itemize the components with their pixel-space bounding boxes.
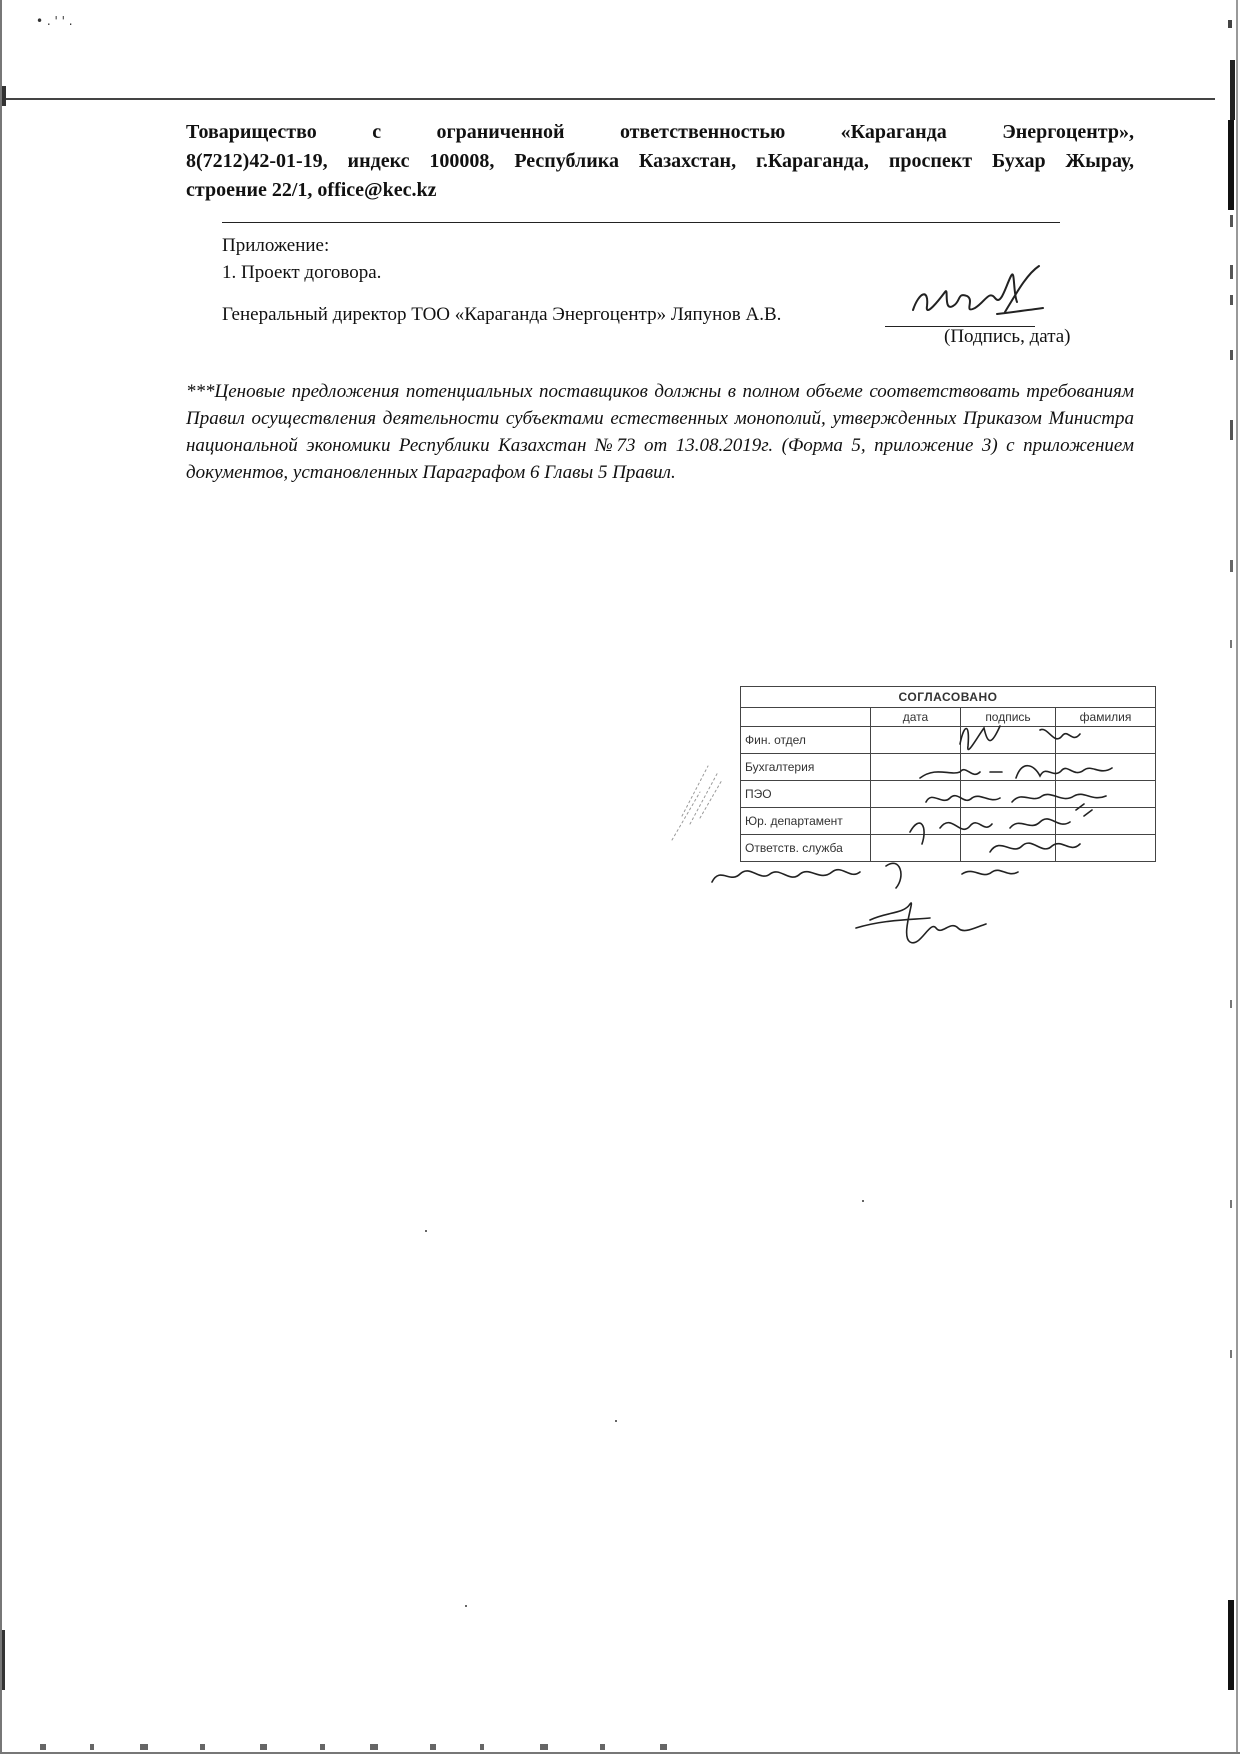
appendix-title: Приложение: [222,235,330,256]
company-header [186,118,1134,205]
approval-row [741,727,1156,754]
director-signature [905,262,1045,334]
approval-row [741,754,1156,781]
top-scan-line [0,98,1215,100]
approval-row-label: Бухгалтерия [741,754,871,781]
right-edge-marks [1214,0,1240,1754]
appendix-block [222,232,381,286]
header-divider [222,222,1060,223]
approval-row-label: Фин. отдел [741,727,871,754]
approval-header-surname: фамилия [1056,708,1156,727]
approval-row-label: Юр. департамент [741,808,871,835]
company-address-line: строение 22/1, office@kec.kz [186,179,437,201]
approval-title: СОГЛАСОВАНО [741,687,1156,708]
scan-artifact: • . ' ' . [36,14,73,28]
approval-header-signature: подпись [961,708,1056,727]
signature-caption: (Подпись, дата) [944,326,1071,347]
company-name-line: Товарищество с ограниченной ответственностью «Караганда Энергоцентр», [186,121,1134,143]
left-edge-marks [0,0,10,1754]
approval-header-cell [741,708,871,727]
scan-speck [862,1200,864,1202]
company-contacts-line: 8(7212)42-01-19, индекс 100008, Республика Казахстан, г.Караганда, проспект Бухар Жырау, [186,150,1134,172]
appendix-item: 1. Проект договора. [222,262,382,283]
scan-speck [465,1605,467,1607]
approval-row [741,835,1156,862]
approval-row-label: ПЭО [741,781,871,808]
approval-row [741,808,1156,835]
approval-stamp [740,686,1155,891]
bottom-edge-marks [0,1740,1240,1754]
approval-table [740,686,1156,862]
director-line: Генеральный директор ТОО «Караганда Энергоцентр» Ляпунов А.В. [222,304,782,325]
scan-speck [425,1230,427,1232]
pricing-note: ***Ценовые предложения потенциальных поставщиков должны в полном объеме соответствовать требованиям Правил осуществления деятельности субъектами естественных монополий, утвержденных Приказом Министра национальной экономики Республики Казахстан №73 от 13.08.2019г. (Форма 5, приложение 3) с приложением документов, установленных Параграфом 6 Главы 5 Правил. [186,381,1134,483]
scan-speck [615,1420,617,1422]
approval-row-label: Ответств. служба [741,835,871,862]
approval-header-date: дата [871,708,961,727]
approval-row [741,781,1156,808]
